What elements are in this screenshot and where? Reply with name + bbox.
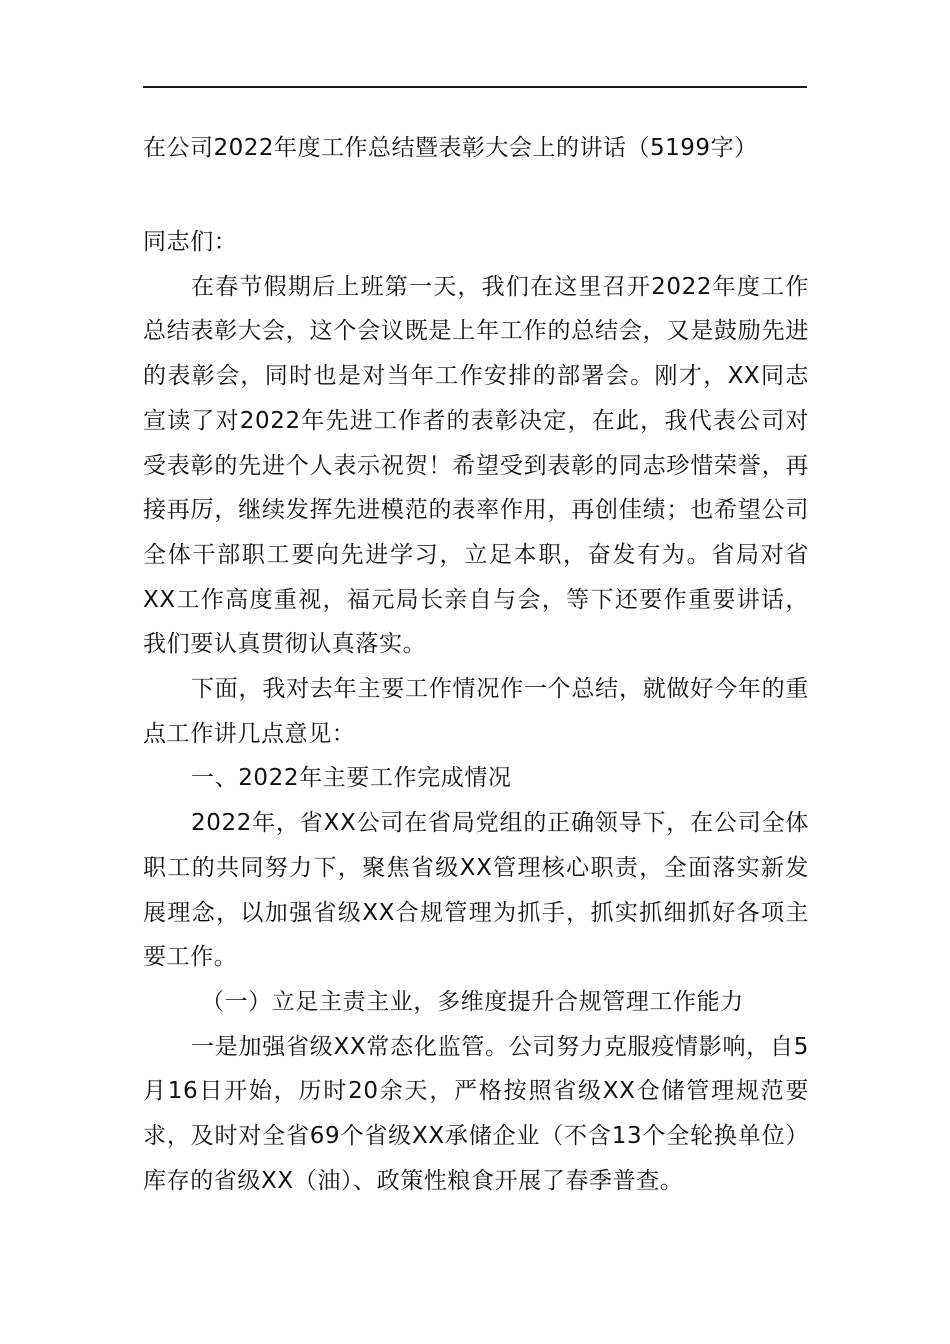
salutation: 同志们： <box>143 229 238 255</box>
document-title: 在公司2022年度工作总结暨表彰大会上的讲话（5199字） <box>143 135 758 161</box>
document-body <box>143 220 809 1203</box>
section-paragraph: 2022年，省XX公司在省局党组的正确领导下，在公司全体职工的共同努力下，聚焦省级XX管理核心职责，全面落实新发展理念，以加强省级XX合规管理为抓手，抓实抓细抓好各项主要工作。 <box>143 810 809 971</box>
subsection-heading: （一）立足主责主业，多维度提升合规管理工作能力 <box>201 988 744 1015</box>
section-heading: 一、2022年主要工作完成情况 <box>191 765 512 792</box>
body-paragraph: 在春节假期后上班第一天，我们在这里召开2022年度工作总结表彰大会，这个会议既是上年工作的总结会，又是鼓励先进的表彰会，同时也是对当年工作安排的部署会。刚才，XX同志宣读了对2022年先进工作者的表彰决定，在此，我代表公司对受表彰的先进个人表示祝贺！希望受到表彰的同志珍惜荣誉，再接再厉，继续发挥先进模范的表率作用，再创佳绩；也希望公司全体干部职工要向先进学习，立足本职，奋发有为。省局对省XX工作高度重视，福元局长亲自与会，等下还要作重要讲话，我们要认真贯彻认真落实。 <box>143 273 809 658</box>
subsection-paragraph: 一是加强省级XX常态化监管。公司努力克服疫情影响，自5月16日开始，历时20余天，严格按照省级XX仓储管理规范要求，及时对全省69个省级XX承储企业（不含13个全轮换单位）库存的省级XX（油）、政策性粮食开展了春季普查。 <box>143 1033 809 1194</box>
body-paragraph: 下面，我对去年主要工作情况作一个总结，就做好今年的重点工作讲几点意见： <box>143 676 809 747</box>
header-rule <box>143 86 807 88</box>
